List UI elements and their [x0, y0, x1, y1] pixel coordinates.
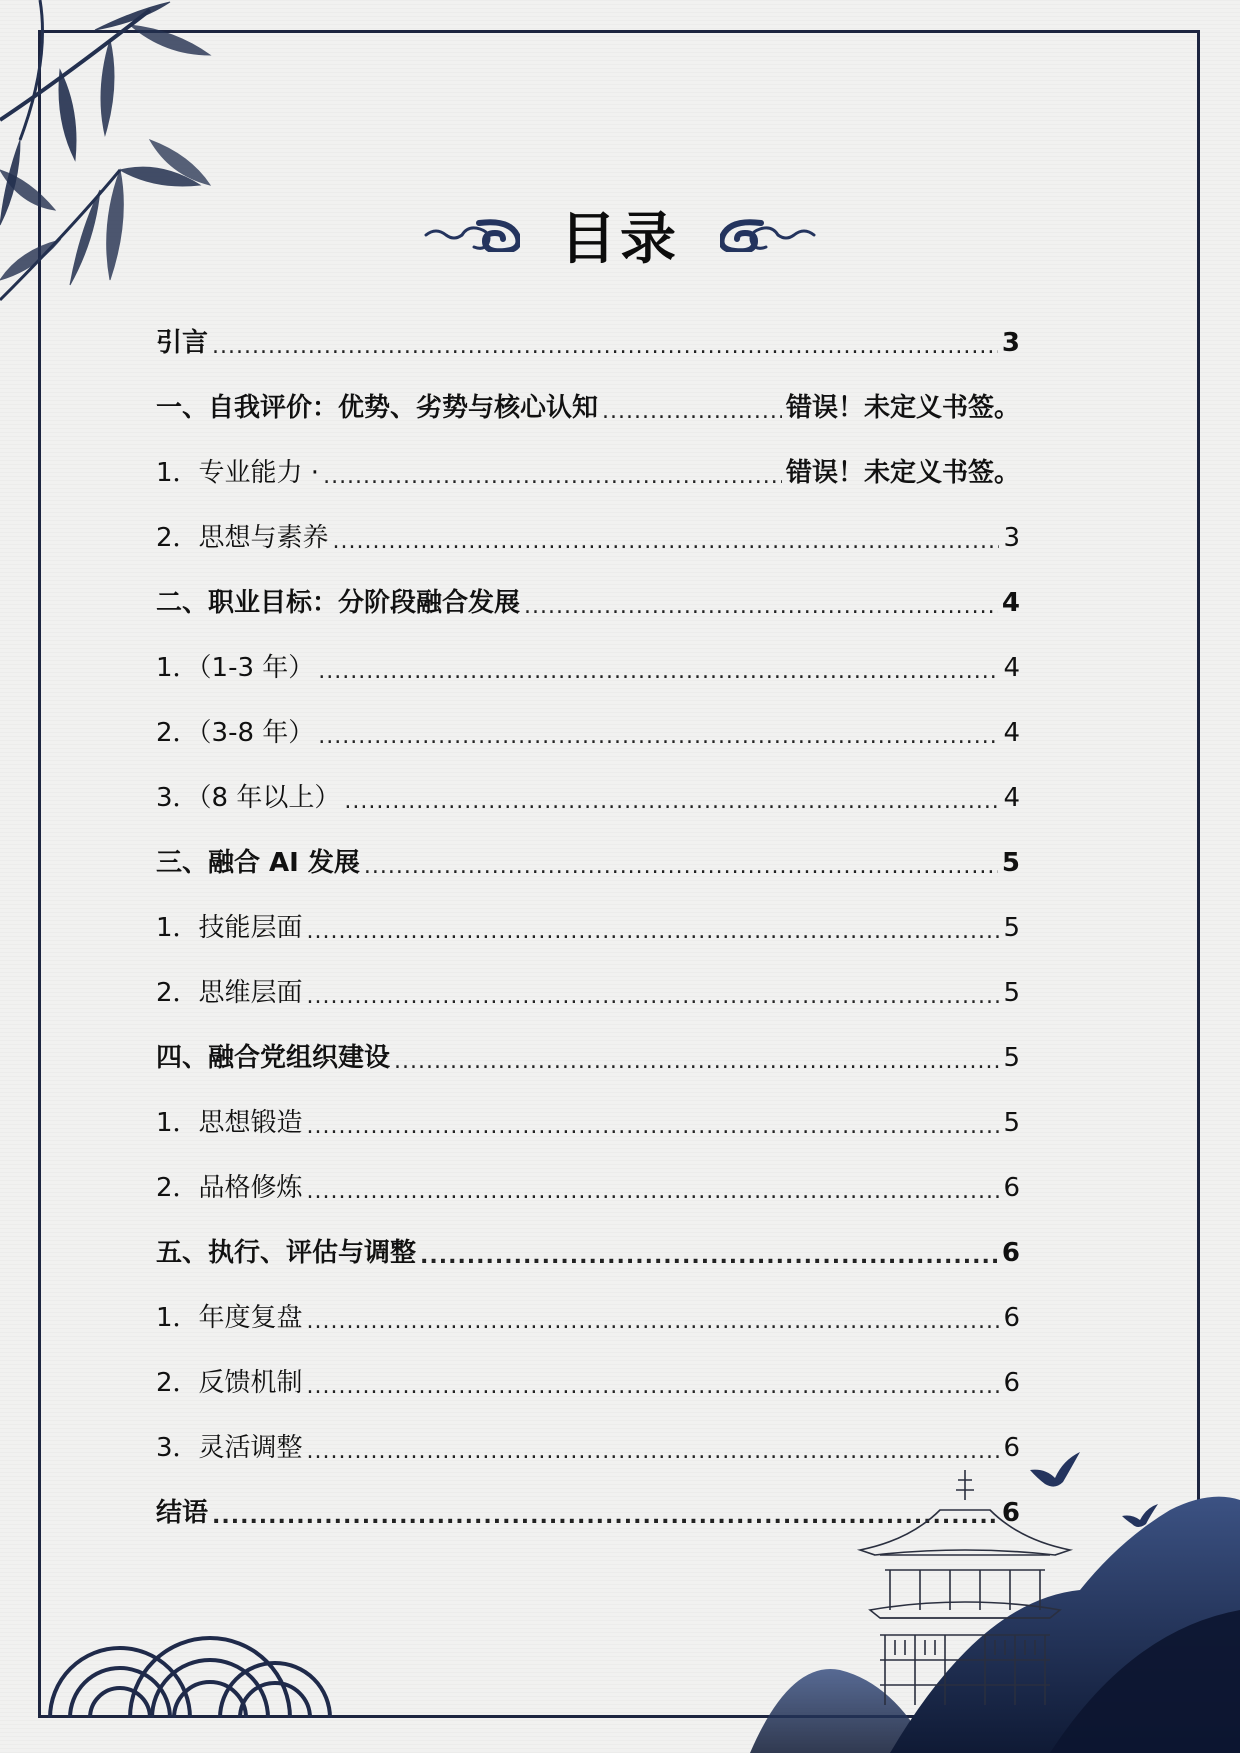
leader-dots: [344, 791, 999, 813]
bamboo-icon: [0, 0, 230, 330]
toc-entry-page: 3: [1003, 522, 1020, 553]
toc-entry-page: 错误！未定义书签。: [785, 457, 1020, 488]
toc-entry-page: 4: [1003, 782, 1020, 813]
leader-dots: [333, 531, 1000, 553]
toc-entry-label: 2．思想与素养: [156, 522, 329, 553]
toc-entry-label: 一、自我评价：优势、劣势与核心认知: [156, 392, 599, 423]
toc-entry[interactable]: [156, 635, 1020, 700]
toc-entry[interactable]: [156, 1155, 1020, 1220]
toc-entry-label: 2．反馈机制: [156, 1367, 303, 1398]
toc-entry-page: 5: [1001, 847, 1020, 878]
toc-entry-label: 五、执行、评估与调整: [156, 1237, 417, 1268]
toc-entry-label: 2．思维层面: [156, 977, 303, 1008]
toc-entry-page: 6: [1003, 1432, 1020, 1463]
toc-entry-page: 6: [1003, 1367, 1020, 1398]
toc-entry-label: 四、融合党组织建设: [156, 1042, 391, 1073]
toc-entry[interactable]: [156, 505, 1020, 570]
toc-entry[interactable]: [156, 375, 1020, 440]
crane-icon: [1120, 1502, 1160, 1532]
leader-dots: [307, 986, 1000, 1008]
toc-entry-page: 4: [1003, 717, 1020, 748]
leader-dots: [307, 921, 1000, 943]
toc-entry[interactable]: [156, 440, 1020, 505]
toc-entry-label: 1．思想锻造: [156, 1107, 303, 1138]
toc-entry-label: 二、职业目标：分阶段融合发展: [156, 587, 521, 618]
toc-entry-page: 3: [1001, 327, 1020, 358]
leader-dots: [307, 1376, 1000, 1398]
toc-entry-page: 5: [1003, 912, 1020, 943]
leader-dots: [212, 336, 998, 358]
leader-dots: [307, 1181, 1000, 1203]
leader-dots: [420, 1246, 998, 1268]
toc-entry[interactable]: [156, 960, 1020, 1025]
toc-entry-label: 三、融合 AI 发展: [156, 847, 360, 878]
toc-entry-label: 1．技能层面: [156, 912, 303, 943]
leader-dots: [602, 401, 782, 423]
toc-entry-page: 5: [1003, 977, 1020, 1008]
leader-dots: [307, 1311, 1000, 1333]
toc-entry-label: 2．（3-8 年）: [156, 717, 315, 748]
leader-dots: [318, 661, 999, 683]
toc-entry-label: 结语: [156, 1497, 209, 1528]
toc-entry[interactable]: [156, 830, 1020, 895]
table-of-contents: [156, 310, 1020, 1545]
leader-dots: [318, 726, 999, 748]
cloud-scroll-icon: [720, 218, 816, 252]
leader-dots: [394, 1051, 999, 1073]
toc-entry-page: 4: [1003, 652, 1020, 683]
toc-entry-page: 4: [1001, 587, 1020, 618]
toc-entry-label: 3．（8 年以上）: [156, 782, 341, 813]
toc-entry-page: 错误！未定义书签。: [785, 392, 1020, 423]
toc-entry[interactable]: [156, 570, 1020, 635]
pavilion-icon: [840, 1460, 1090, 1720]
toc-entry[interactable]: [156, 1025, 1020, 1090]
leader-dots: [307, 1116, 1000, 1138]
crane-icon: [1025, 1450, 1085, 1495]
toc-entry-label: 引言: [156, 327, 209, 358]
toc-entry[interactable]: [156, 1220, 1020, 1285]
toc-entry-label: 1．（1-3 年）: [156, 652, 315, 683]
page-title: 目录: [560, 207, 680, 272]
toc-entry-page: 5: [1003, 1107, 1020, 1138]
toc-entry[interactable]: [156, 1090, 1020, 1155]
toc-entry-page: 6: [1003, 1302, 1020, 1333]
toc-entry[interactable]: [156, 700, 1020, 765]
toc-entry[interactable]: [156, 1350, 1020, 1415]
toc-entry[interactable]: [156, 895, 1020, 960]
wave-icon: [40, 1630, 340, 1718]
toc-entry[interactable]: [156, 765, 1020, 830]
toc-entry-label: 3．灵活调整: [156, 1432, 303, 1463]
toc-entry-page: 6: [1001, 1237, 1020, 1268]
toc-entry-page: 6: [1001, 1497, 1020, 1528]
toc-entry[interactable]: [156, 1285, 1020, 1350]
cloud-scroll-icon: [424, 218, 520, 252]
title-area: [0, 195, 1240, 275]
leader-dots: [524, 596, 998, 618]
toc-entry[interactable]: [156, 310, 1020, 375]
toc-entry-page: 5: [1003, 1042, 1020, 1073]
leader-dots: [364, 856, 998, 878]
toc-entry-page: 6: [1003, 1172, 1020, 1203]
toc-entry-label: 2．品格修炼: [156, 1172, 303, 1203]
leader-dots: [323, 466, 782, 488]
toc-entry-label: 1．年度复盘: [156, 1302, 303, 1333]
toc-entry-label: 1．专业能力 ·: [156, 457, 320, 488]
